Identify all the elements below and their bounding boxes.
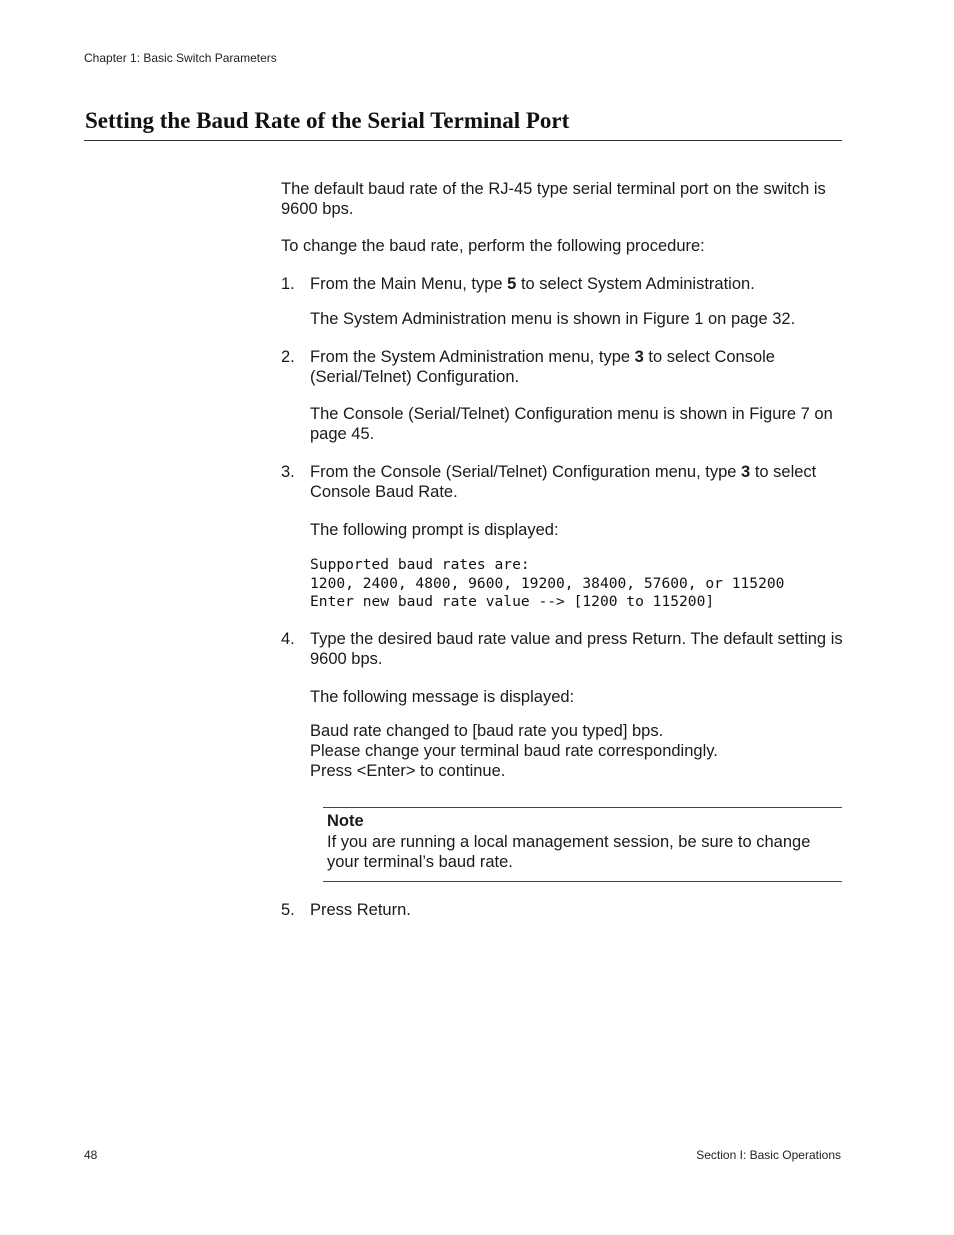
step-key: 5	[507, 275, 517, 293]
intro-paragraph: The default baud rate of the RJ-45 type serial terminal port on the switch is 9600 bps.	[281, 180, 826, 218]
step-text: Press Return.	[310, 901, 411, 919]
step-number: 2.	[281, 348, 295, 366]
note-box	[323, 807, 842, 882]
page-number: 48	[84, 1148, 98, 1162]
step-text: Type the desired baud rate value and press Return. The default setting is 9600 bps.	[310, 630, 843, 668]
step-number: 5.	[281, 901, 295, 919]
section-title: Setting the Baud Rate of the Serial Terminal Port	[85, 108, 570, 133]
title-rule	[84, 140, 842, 141]
step-1	[281, 274, 843, 294]
code-line: Supported baud rates are:	[310, 556, 530, 573]
note-title: Note	[327, 812, 364, 830]
running-header: Chapter 1: Basic Switch Parameters	[84, 51, 277, 65]
step-number: 3.	[281, 463, 295, 481]
step-key: 3	[634, 348, 644, 366]
confirmation-message	[310, 721, 843, 781]
message-line: Please change your terminal baud rate correspondingly.	[310, 742, 718, 760]
step-4-result: The following message is displayed:	[310, 688, 575, 706]
step-number: 4.	[281, 630, 295, 648]
step-2	[281, 347, 843, 387]
note-text: If you are running a local management session, be sure to change your terminal’s baud rate.	[327, 833, 811, 871]
message-line: Baud rate changed to [baud rate you typed] bps.	[310, 722, 664, 740]
step-5	[281, 900, 843, 920]
step-3-result: The following prompt is displayed:	[310, 521, 559, 539]
procedure-intro: To change the baud rate, perform the following procedure:	[281, 237, 705, 255]
code-line: 1200, 2400, 4800, 9600, 19200, 38400, 57600, or 115200	[310, 574, 785, 592]
step-2-result: The Console (Serial/Telnet) Configuration menu is shown in Figure 7 on page 45.	[310, 405, 833, 443]
step-3	[281, 462, 843, 502]
baud-rate-prompt	[310, 556, 784, 612]
step-text: From the Console (Serial/Telnet) Configuration menu, type 3 to select Console Baud Rate.	[310, 463, 817, 501]
footer-section-label: Section I: Basic Operations	[696, 1148, 841, 1162]
code-line: Enter new baud rate value --> [1200 to 115200]	[310, 593, 715, 610]
step-key: 3	[741, 463, 751, 481]
step-text: From the Main Menu, type 5 to select System Administration.	[310, 275, 755, 293]
step-4	[281, 629, 843, 669]
message-line: Press <Enter> to continue.	[310, 762, 506, 780]
step-text: From the System Administration menu, type 3 to select Console (Serial/Telnet) Configuration.	[310, 348, 775, 386]
step-number: 1.	[281, 275, 295, 293]
step-1-result: The System Administration menu is shown in Figure 1 on page 32.	[310, 310, 796, 328]
